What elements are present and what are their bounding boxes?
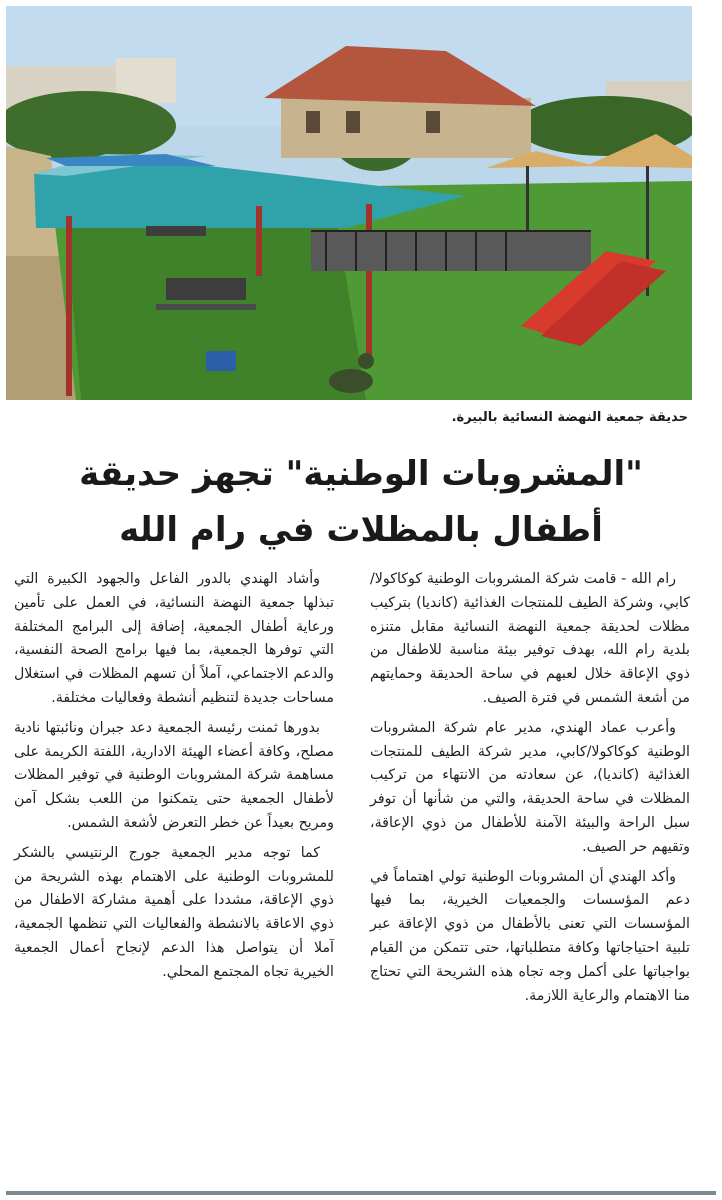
- headline-line-2: أطفال بالمظلات في رام الله: [119, 510, 603, 550]
- article-column-left: [14, 568, 334, 991]
- photo-caption: حديقة جمعية النهضة النسائية بالبيرة.: [451, 410, 688, 425]
- paragraph: وأكد الهندي أن المشروبات الوطنية تولي اهتماماً في دعم المؤسسات والجمعيات الخيرية، بما فيها المؤسسات التي تعنى بالأطفال من ذوي الإعاقة عبر تلبية احتياجاتها وكافة متطلباتها، حتى تتمكن من القيام بواجباتها على أكمل وجه تجاه هذه الشريحة التي تحتاج منا الاهتمام والرعاية اللازمة.: [370, 868, 690, 1004]
- paragraph: كما توجه مدير الجمعية جورج الرنتيسي بالشكر للمشروبات الوطنية على الاهتمام بهذه الشريحة من ذوي الإعاقة، مشددا على أهمية مشاركة الاطفال من ذوي الاعاقة بالانشطة والفعاليات التي تنظمها الجمعية، آملا أن يتواصل هذا الدعم لإنجاح أعمال الجمعية الخيرية تجاه المجتمع المحلي.: [14, 844, 334, 980]
- article-headline: [20, 446, 702, 558]
- article-column-right: [370, 568, 690, 1014]
- park-photo: [6, 6, 692, 400]
- paragraph: رام الله - قامت شركة المشروبات الوطنية كوكاكولا/كابي، وشركة الطيف للمنتجات الغذائية (كانديا) بتركيب مظلات لحديقة جمعية النهضة النسائية مقابل متنزه بلدية رام الله، بهدف توفير بيئة مناسبة للاطفال من ذوي الإعاقة خلال لعبهم في ساحة الحديقة وحمايتهم من أشعة الشمس في فترة الصيف.: [370, 571, 690, 706]
- bottom-divider: [6, 1191, 716, 1195]
- paragraph: وأعرب عماد الهندي، مدير عام شركة المشروبات الوطنية كوكاكولا/كابي، مدير شركة الطيف للمنتجات الغذائية (كانديا)، عن سعادته من الانتهاء من تركيب المظلات في ساحة الحديقة، والتي من شأنها أن توفر سبل الراحة والبيئة الآمنة للأطفال من ذوي الإعاقة، وتقيهم حر الصيف.: [370, 719, 690, 855]
- paragraph: وأشاد الهندي بالدور الفاعل والجهود الكبيرة التي تبذلها جمعية النهضة النسائية، في العمل على تأمين ورعاية أطفال الجمعية، إضافة إلى البرامج المختلفة التي توفرها الجمعية، بما فيها برامج الصحة النفسية، والدعم الاجتماعي، آملاً أن تسهم المظلات في استغلال مساحات جديدة لتنظيم أنشطة وفعاليات مختلفة.: [14, 571, 334, 706]
- paragraph: بدورها ثمنت رئيسة الجمعية دعد جبران ونائبتها نادية مصلح، وكافة أعضاء الهيئة الادارية، اللفتة الكريمة على مساهمة شركة المشروبات الوطنية في توفير المظلات لأطفال الجمعية حتى يتمكنوا من اللعب بشكل آمن ومريح بعيداً عن خطر التعرض لأشعة الشمس.: [14, 719, 334, 831]
- headline-line-1: "المشروبات الوطنية" تجهز حديقة: [79, 454, 643, 494]
